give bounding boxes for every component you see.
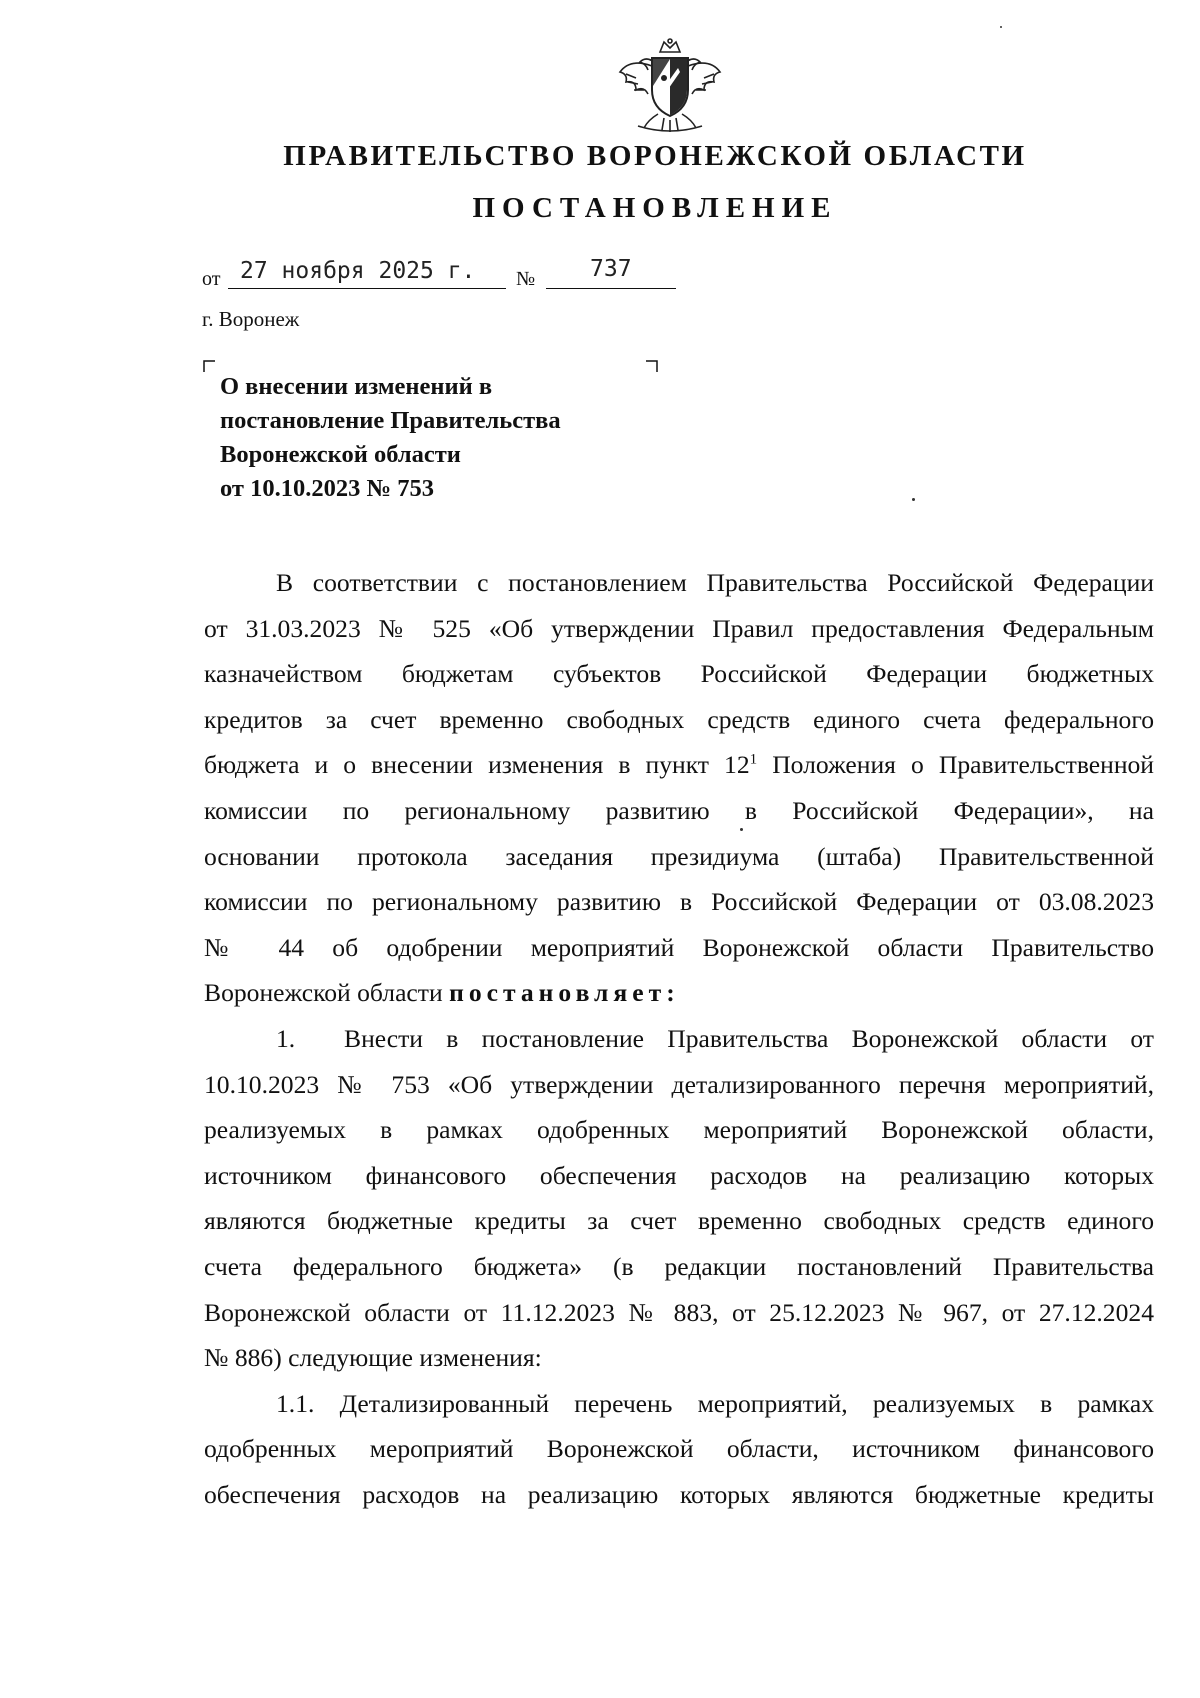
- body-line: кредитов за счет временно свободных средств единого счета федерального: [204, 704, 1154, 734]
- scan-speck: [1000, 26, 1002, 28]
- date-prefix: от: [202, 268, 221, 290]
- document-body: [204, 560, 1154, 1517]
- body-line: № 44 об одобрении мероприятий Воронежской области Правительство: [204, 932, 1154, 962]
- coat-of-arms-icon: [614, 38, 726, 134]
- body-line: [204, 742, 1154, 788]
- subject-line: Воронежской области: [220, 441, 461, 468]
- bracket-top-left-icon: [203, 360, 215, 372]
- body-text: Положения о Правительственной: [757, 750, 1155, 780]
- item-1-first-line: [204, 1016, 1154, 1062]
- body-line: № 886) следующие изменения:: [204, 1343, 542, 1373]
- bracket-top-right-icon: [646, 360, 658, 372]
- body-text: Внести в постановление Правительства Воронежской области от: [344, 1023, 1154, 1053]
- government-title: ПРАВИТЕЛЬСТВО ВОРОНЕЖСКОЙ ОБЛАСТИ: [283, 140, 1027, 172]
- body-line: В соответствии с постановлением Правительства Российской Федерации: [276, 568, 1154, 597]
- body-line: источником финансового обеспечения расходов на реализацию которых: [204, 1160, 1154, 1190]
- document-date: 27 ноября 2025 г.: [240, 258, 476, 284]
- decree-verb: постановляет:: [449, 978, 680, 1008]
- body-line: Воронежской области от 11.12.2023 № 883, от 25.12.2023 № 967, от 27.12.2024: [204, 1297, 1154, 1327]
- document-type: ПОСТАНОВЛЕНИЕ: [472, 192, 838, 224]
- superscript: 1: [749, 751, 758, 768]
- subject-line: от 10.10.2023 № 753: [220, 475, 434, 502]
- body-line: являются бюджетные кредиты за счет временно свободных средств единого: [204, 1206, 1154, 1236]
- body-line: реализуемых в рамках одобренных мероприятий Воронежской области,: [204, 1115, 1154, 1145]
- scan-speck: [740, 828, 743, 831]
- body-line: основании протокола заседания президиума (штаба) Правительственной: [204, 841, 1154, 871]
- body-line: комиссии по региональному развитию в Российской Федерации от 03.08.2023: [204, 887, 1154, 917]
- number-prefix: №: [516, 268, 536, 290]
- body-line: комиссии по региональному развитию в Российской Федерации», на: [204, 795, 1154, 825]
- body-line: от 31.03.2023 № 525 «Об утверждении Правил предоставления Федеральным: [204, 613, 1154, 643]
- scan-speck: [912, 498, 915, 501]
- date-number-line: [202, 258, 722, 298]
- subject-line: О внесении изменений в: [220, 373, 493, 400]
- subject-line: постановление Правительства: [220, 407, 561, 434]
- body-line: казначейством бюджетам субъектов Российской Федерации бюджетных: [204, 659, 1154, 689]
- body-line: обеспечения расходов на реализацию которых являются бюджетные кредиты: [204, 1479, 1154, 1509]
- body-text: бюджета и о внесении изменения в пункт 12: [204, 750, 750, 780]
- body-line: 10.10.2023 № 753 «Об утверждении детализированного перечня мероприятий,: [204, 1069, 1154, 1099]
- body-line: 1.1. Детализированный перечень мероприятий, реализуемых в рамках: [276, 1388, 1154, 1418]
- body-text: Воронежской области: [204, 978, 450, 1008]
- document-subject: [220, 370, 561, 506]
- document-number: 737: [590, 256, 632, 282]
- body-line: счета федерального бюджета» (в редакции постановлений Правительства: [204, 1251, 1154, 1281]
- body-line: одобренных мероприятий Воронежской области, источником финансового: [204, 1434, 1154, 1464]
- body-line: [204, 970, 1154, 1016]
- item-number: 1.: [276, 1023, 296, 1053]
- city-label: г. Воронеж: [202, 307, 300, 331]
